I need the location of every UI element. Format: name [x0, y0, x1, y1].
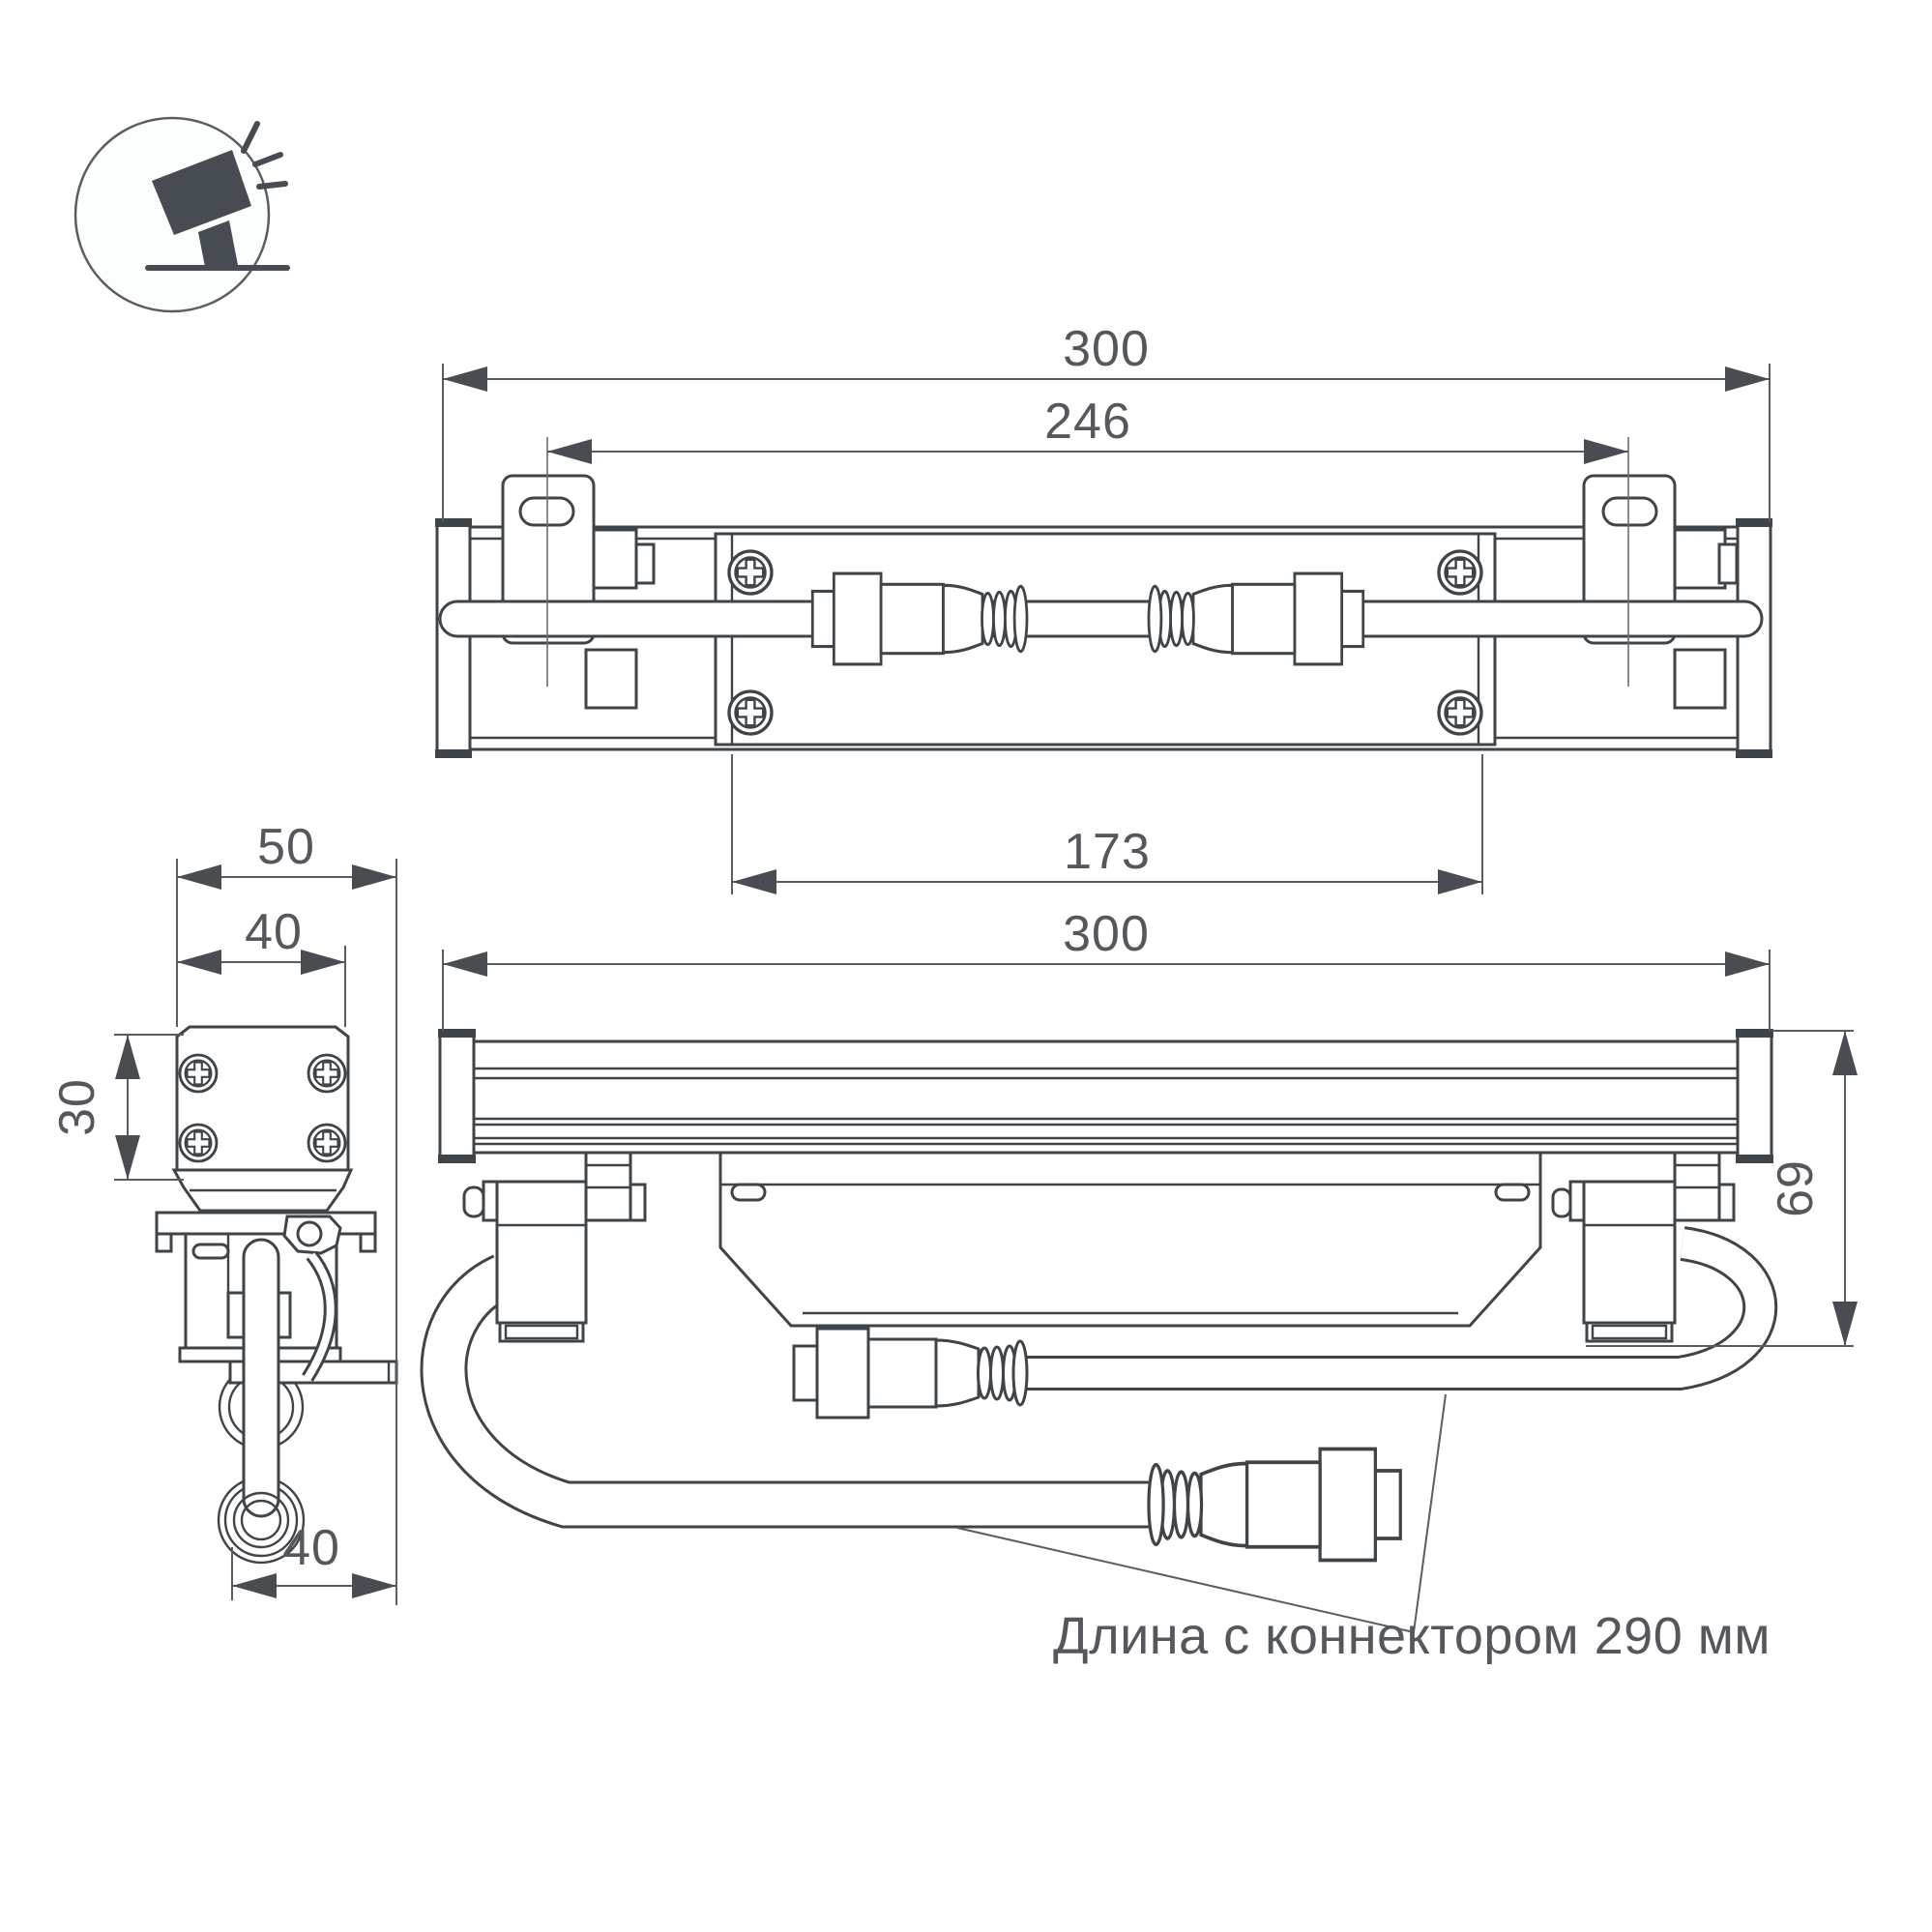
- dim-side-40-top: [177, 904, 345, 1027]
- dim-label: 50: [257, 819, 315, 875]
- top-view: [435, 321, 1772, 894]
- front-view-body: [474, 1041, 1738, 1153]
- note-label: Длина с коннектором 290 мм: [1053, 1607, 1771, 1665]
- screw-icon: [729, 691, 772, 734]
- dim-label: 30: [49, 1078, 105, 1136]
- floodlight-icon: [75, 118, 290, 311]
- front-view-left-bracket: [464, 1153, 645, 1341]
- dim-top-173: [732, 754, 1482, 894]
- front-view-enclosure: [720, 1153, 1540, 1326]
- side-view: [49, 819, 396, 1605]
- dim-label: 246: [1044, 394, 1131, 450]
- dim-front-300: [443, 906, 1770, 1031]
- dim-label: 40: [282, 1520, 340, 1576]
- screw-icon: [1439, 551, 1481, 594]
- side-view-body: [174, 1027, 351, 1211]
- front-view: [438, 906, 1858, 1665]
- dim-label: 300: [1063, 321, 1150, 377]
- pigtail-socket-connector: [1149, 1449, 1400, 1561]
- screw-icon: [729, 551, 772, 594]
- screw-icon: [308, 1125, 345, 1161]
- screw-icon: [180, 1125, 217, 1161]
- dim-label: 69: [1768, 1159, 1824, 1217]
- dim-side-30: [49, 1035, 184, 1180]
- pigtail-plug-connector: [794, 1329, 1027, 1418]
- screw-icon: [180, 1055, 217, 1092]
- screw-icon: [308, 1055, 345, 1092]
- dim-label: 173: [1064, 824, 1151, 880]
- screw-icon: [1439, 691, 1481, 734]
- dim-side-40-bottom: [232, 1520, 396, 1600]
- dim-label: 40: [245, 904, 303, 960]
- dim-label: 300: [1063, 906, 1150, 962]
